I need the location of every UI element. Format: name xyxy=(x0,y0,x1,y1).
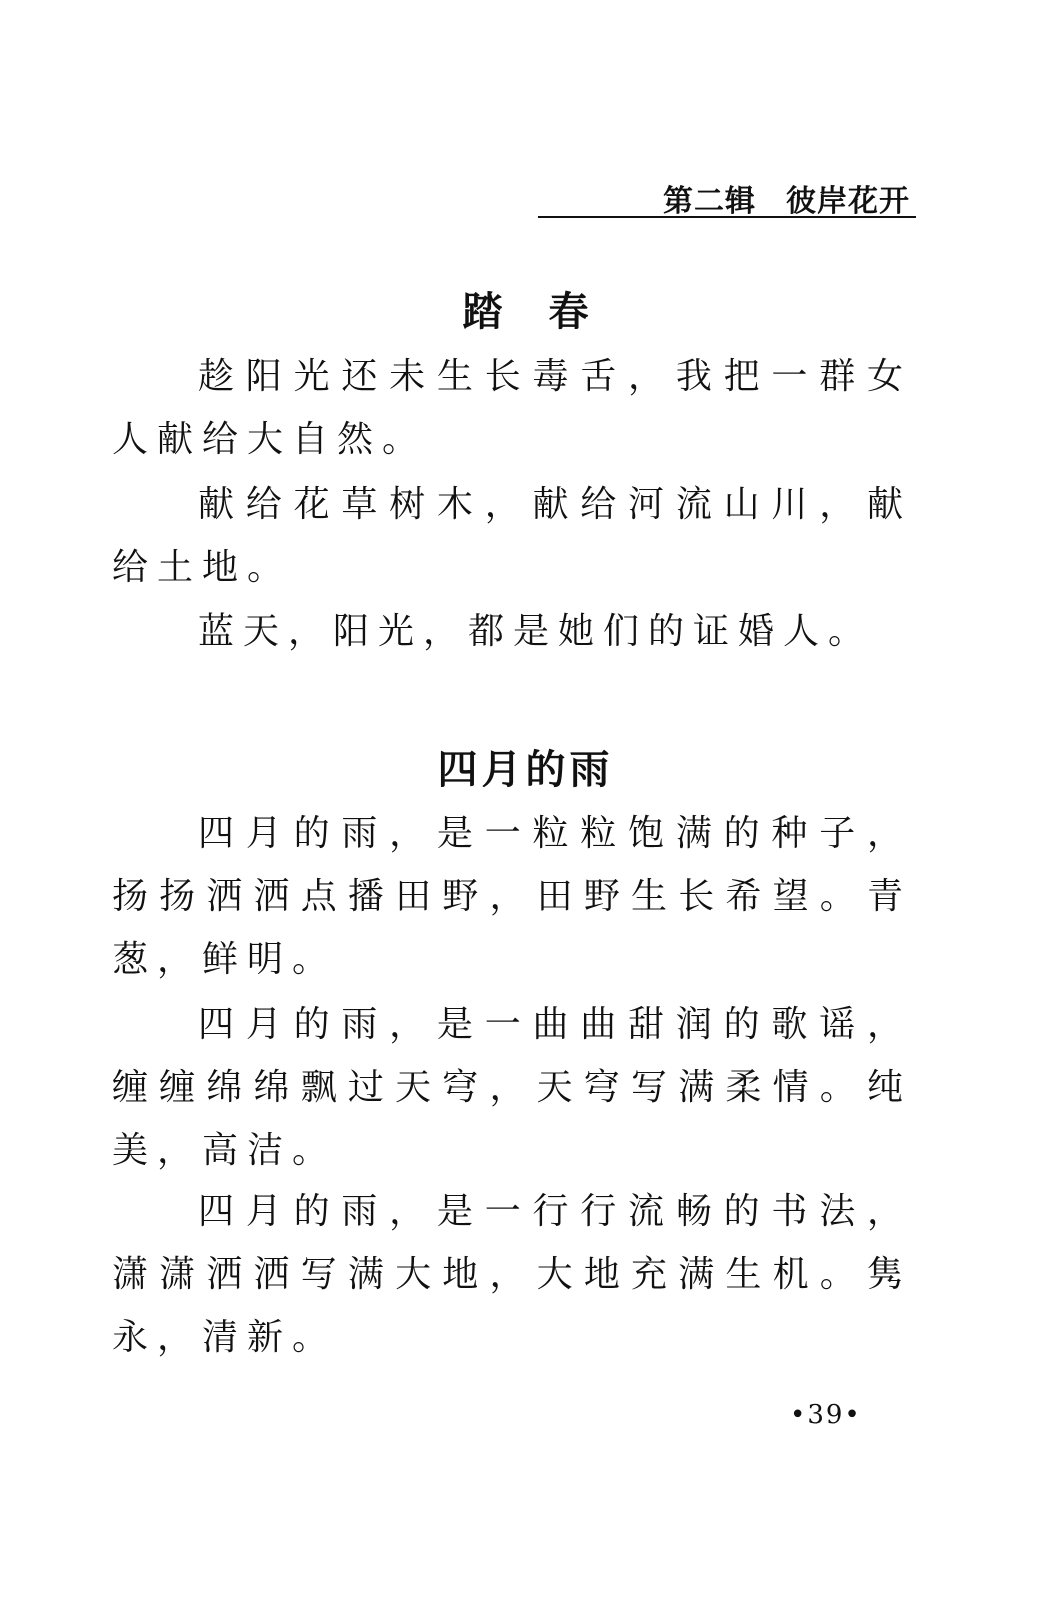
poem1-paragraph-3: 蓝天，阳光，都是她们的证婚人。 xyxy=(198,611,874,652)
section-label: 第二辑 xyxy=(663,184,756,219)
header-rule xyxy=(538,216,916,218)
running-header xyxy=(663,176,910,220)
poem1-paragraph-1: 趁阳光还未生长毒舌，我把一群女人献给大自然。 xyxy=(112,356,912,460)
poem2-paragraph-3: 四月的雨，是一行行流畅的书法，潇潇洒洒写满大地，大地充满生机。隽永，清新。 xyxy=(112,1191,912,1358)
poem1-paragraph-2: 献给花草树木，献给河流山川，献给土地。 xyxy=(112,484,912,588)
poem2-paragraph-1: 四月的雨，是一粒粒饱满的种子，扬扬洒洒点播田野，田野生长希望。青葱，鲜明。 xyxy=(112,813,912,980)
page-number: •39• xyxy=(790,1400,862,1430)
poem2-paragraph-2: 四月的雨，是一曲曲甜润的歌谣，缠缠绵绵飘过天穹，天穹写满柔情。纯美，高洁。 xyxy=(112,1004,912,1171)
chapter-label: 彼岸花开 xyxy=(786,184,910,219)
poem-title-april-rain: 四月的雨 xyxy=(437,746,614,793)
poem-title-tachun: 踏春 xyxy=(462,288,635,335)
